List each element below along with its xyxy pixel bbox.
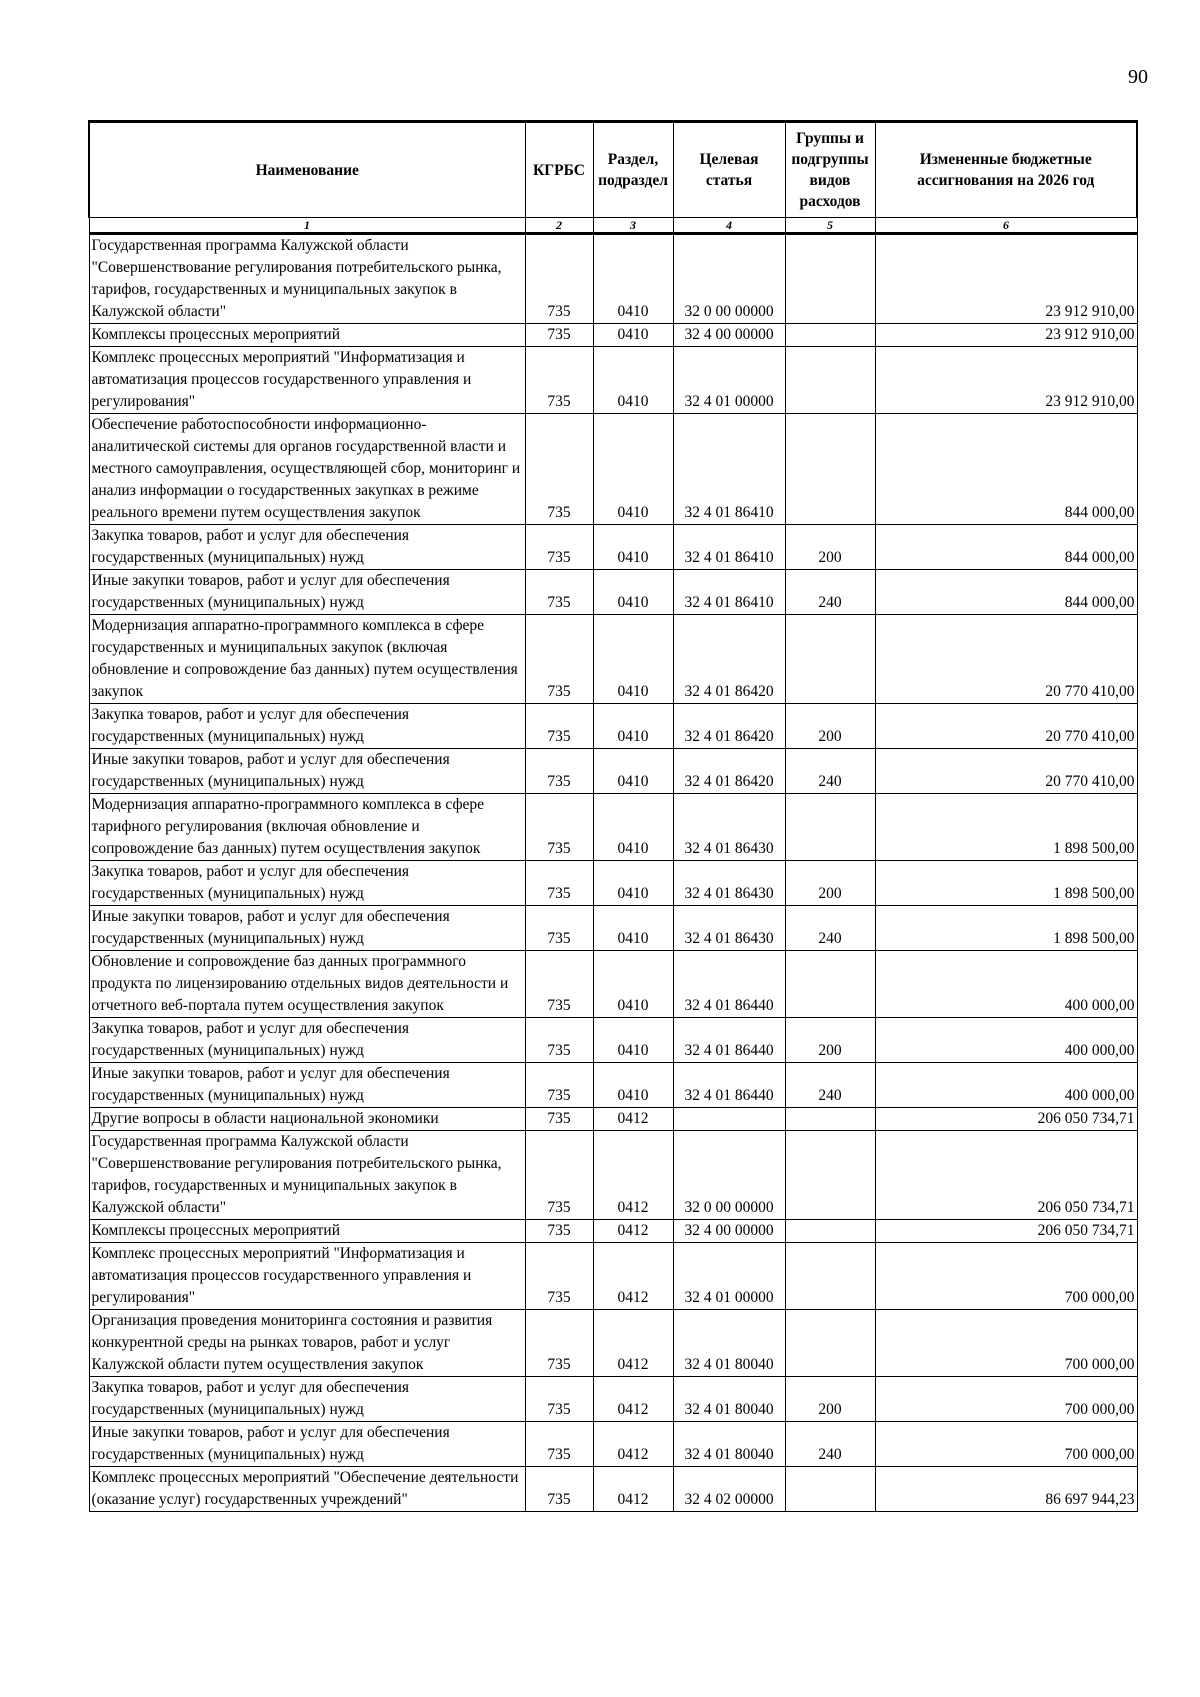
- row-kgrbs: 735: [525, 1018, 593, 1063]
- table-body: [89, 234, 1137, 1512]
- row-summa: 20 770 410,00: [875, 704, 1137, 749]
- row-razdel: 0410: [593, 749, 673, 794]
- row-summa: 20 770 410,00: [875, 749, 1137, 794]
- table-row: [89, 615, 1137, 704]
- row-kgrbs: 735: [525, 794, 593, 861]
- table-row: [89, 414, 1137, 525]
- row-summa: 86 697 944,23: [875, 1467, 1137, 1512]
- row-gruppa: 200: [785, 525, 875, 570]
- row-gruppa: [785, 1220, 875, 1243]
- row-gruppa: 240: [785, 1422, 875, 1467]
- row-name: Комплекс процессных мероприятий "Информатизация и автоматизация процессов государственного управления и регулирования": [89, 1243, 525, 1310]
- row-razdel: 0410: [593, 234, 673, 324]
- row-razdel: 0412: [593, 1220, 673, 1243]
- row-name: Государственная программа Калужской области "Совершенствование регулирования потребительского рынка, тарифов, государственных и муниципальных закупок в Калужской области": [89, 234, 525, 324]
- header-gruppy: Группы и подгруппы видов расходов: [785, 122, 875, 218]
- header-razdel: Раздел, подраздел: [593, 122, 673, 218]
- row-name: Обновление и сопровождение баз данных программного продукта по лицензированию отдельных видов деятельности и отчетного веб-портала путем осуществления закупок: [89, 951, 525, 1018]
- row-razdel: 0412: [593, 1131, 673, 1220]
- row-celevaya: 32 4 01 80040: [673, 1377, 785, 1422]
- row-name: Модернизация аппаратно-программного комплекса в сфере государственных и муниципальных закупок (включая обновление и сопровождение баз данных) путем осуществления закупок: [89, 615, 525, 704]
- row-razdel: 0410: [593, 1018, 673, 1063]
- row-kgrbs: 735: [525, 861, 593, 906]
- row-kgrbs: 735: [525, 1131, 593, 1220]
- row-name: Закупка товаров, работ и услуг для обеспечения государственных (муниципальных) нужд: [89, 525, 525, 570]
- table-row: [89, 1063, 1137, 1108]
- row-gruppa: 200: [785, 704, 875, 749]
- row-summa: 206 050 734,71: [875, 1220, 1137, 1243]
- row-name: Закупка товаров, работ и услуг для обеспечения государственных (муниципальных) нужд: [89, 1018, 525, 1063]
- row-celevaya: [673, 1108, 785, 1131]
- row-summa: 844 000,00: [875, 570, 1137, 615]
- row-gruppa: [785, 1243, 875, 1310]
- table-row: [89, 1243, 1137, 1310]
- row-gruppa: [785, 347, 875, 414]
- row-razdel: 0410: [593, 570, 673, 615]
- row-name: Иные закупки товаров, работ и услуг для обеспечения государственных (муниципальных) нужд: [89, 906, 525, 951]
- row-gruppa: 200: [785, 1377, 875, 1422]
- header-kgrbs: КГРБС: [525, 122, 593, 218]
- row-gruppa: [785, 1467, 875, 1512]
- row-kgrbs: 735: [525, 951, 593, 1018]
- row-gruppa: [785, 414, 875, 525]
- row-name: Государственная программа Калужской области "Совершенствование регулирования потребительского рынка, тарифов, государственных и муниципальных закупок в Калужской области": [89, 1131, 525, 1220]
- row-gruppa: [785, 615, 875, 704]
- table-row: [89, 749, 1137, 794]
- row-summa: 23 912 910,00: [875, 324, 1137, 347]
- table-row: [89, 704, 1137, 749]
- row-kgrbs: 735: [525, 704, 593, 749]
- row-kgrbs: 735: [525, 615, 593, 704]
- row-celevaya: 32 0 00 00000: [673, 234, 785, 324]
- row-name: Комплексы процессных мероприятий: [89, 324, 525, 347]
- row-summa: 400 000,00: [875, 951, 1137, 1018]
- row-razdel: 0412: [593, 1422, 673, 1467]
- row-name: Иные закупки товаров, работ и услуг для обеспечения государственных (муниципальных) нужд: [89, 749, 525, 794]
- row-kgrbs: 735: [525, 570, 593, 615]
- row-kgrbs: 735: [525, 1422, 593, 1467]
- row-gruppa: 200: [785, 861, 875, 906]
- row-name: Комплексы процессных мероприятий: [89, 1220, 525, 1243]
- row-name: Комплекс процессных мероприятий "Обеспечение деятельности (оказание услуг) государственных учреждений": [89, 1467, 525, 1512]
- row-celevaya: 32 4 01 86440: [673, 951, 785, 1018]
- table-row: [89, 1108, 1137, 1131]
- table-row: [89, 906, 1137, 951]
- row-celevaya: 32 4 01 86420: [673, 704, 785, 749]
- row-kgrbs: 735: [525, 1220, 593, 1243]
- table-row: [89, 1377, 1137, 1422]
- row-summa: 20 770 410,00: [875, 615, 1137, 704]
- row-name: Иные закупки товаров, работ и услуг для обеспечения государственных (муниципальных) нужд: [89, 1422, 525, 1467]
- row-gruppa: 240: [785, 1063, 875, 1108]
- column-number-row: [89, 218, 1137, 234]
- row-razdel: 0410: [593, 414, 673, 525]
- row-razdel: 0410: [593, 525, 673, 570]
- row-celevaya: 32 4 01 86440: [673, 1018, 785, 1063]
- row-celevaya: 32 4 01 86420: [673, 615, 785, 704]
- row-name: Другие вопросы в области национальной экономики: [89, 1108, 525, 1131]
- row-summa: 844 000,00: [875, 525, 1137, 570]
- table-row: [89, 234, 1137, 324]
- header-row: [89, 122, 1137, 218]
- row-celevaya: 32 4 01 86430: [673, 861, 785, 906]
- row-summa: 23 912 910,00: [875, 234, 1137, 324]
- table-row: [89, 1310, 1137, 1377]
- row-summa: 700 000,00: [875, 1310, 1137, 1377]
- row-name: Организация проведения мониторинга состояния и развития конкурентной среды на рынках товаров, работ и услуг Калужской области путем осуществления закупок: [89, 1310, 525, 1377]
- table-row: [89, 951, 1137, 1018]
- column-number: 6: [875, 218, 1137, 234]
- row-summa: 700 000,00: [875, 1243, 1137, 1310]
- table-row: [89, 1018, 1137, 1063]
- row-razdel: 0410: [593, 906, 673, 951]
- row-razdel: 0410: [593, 615, 673, 704]
- row-summa: 23 912 910,00: [875, 347, 1137, 414]
- table-row: [89, 1422, 1137, 1467]
- row-kgrbs: 735: [525, 1108, 593, 1131]
- table-row: [89, 861, 1137, 906]
- row-gruppa: 240: [785, 749, 875, 794]
- row-summa: 400 000,00: [875, 1018, 1137, 1063]
- budget-table: [88, 120, 1138, 1512]
- table-row: [89, 1131, 1137, 1220]
- row-summa: 1 898 500,00: [875, 861, 1137, 906]
- column-number: 3: [593, 218, 673, 234]
- row-name: Обеспечение работоспособности информационно-аналитической системы для органов государственной власти и местного самоуправления, осуществляющей сбор, мониторинг и анализ информации о государственных закупках в режиме реального времени путем осуществления закупок: [89, 414, 525, 525]
- row-celevaya: 32 4 01 00000: [673, 347, 785, 414]
- table-row: [89, 794, 1137, 861]
- row-kgrbs: 735: [525, 347, 593, 414]
- row-gruppa: [785, 1108, 875, 1131]
- column-number: 2: [525, 218, 593, 234]
- row-summa: 844 000,00: [875, 414, 1137, 525]
- row-name: Закупка товаров, работ и услуг для обеспечения государственных (муниципальных) нужд: [89, 704, 525, 749]
- row-celevaya: 32 4 01 80040: [673, 1310, 785, 1377]
- row-celevaya: 32 4 01 86410: [673, 414, 785, 525]
- table-row: [89, 570, 1137, 615]
- row-celevaya: 32 4 01 86440: [673, 1063, 785, 1108]
- row-gruppa: 240: [785, 906, 875, 951]
- row-celevaya: 32 4 01 00000: [673, 1243, 785, 1310]
- row-celevaya: 32 4 01 86410: [673, 525, 785, 570]
- row-kgrbs: 735: [525, 324, 593, 347]
- row-kgrbs: 735: [525, 749, 593, 794]
- row-celevaya: 32 4 00 00000: [673, 1220, 785, 1243]
- row-razdel: 0410: [593, 324, 673, 347]
- row-celevaya: 32 0 00 00000: [673, 1131, 785, 1220]
- row-kgrbs: 735: [525, 1467, 593, 1512]
- row-kgrbs: 735: [525, 1377, 593, 1422]
- row-razdel: 0412: [593, 1377, 673, 1422]
- row-celevaya: 32 4 01 80040: [673, 1422, 785, 1467]
- row-razdel: 0410: [593, 794, 673, 861]
- row-razdel: 0412: [593, 1243, 673, 1310]
- row-kgrbs: 735: [525, 525, 593, 570]
- table-row: [89, 1467, 1137, 1512]
- row-summa: 206 050 734,71: [875, 1108, 1137, 1131]
- header-celevaya: Целевая статья: [673, 122, 785, 218]
- row-razdel: 0412: [593, 1467, 673, 1512]
- row-kgrbs: 735: [525, 414, 593, 525]
- row-gruppa: 240: [785, 570, 875, 615]
- row-gruppa: [785, 951, 875, 1018]
- row-name: Закупка товаров, работ и услуг для обеспечения государственных (муниципальных) нужд: [89, 1377, 525, 1422]
- row-celevaya: 32 4 01 86430: [673, 794, 785, 861]
- row-summa: 700 000,00: [875, 1422, 1137, 1467]
- row-celevaya: 32 4 02 00000: [673, 1467, 785, 1512]
- row-summa: 1 898 500,00: [875, 906, 1137, 951]
- row-gruppa: [785, 324, 875, 347]
- row-celevaya: 32 4 01 86430: [673, 906, 785, 951]
- row-name: Закупка товаров, работ и услуг для обеспечения государственных (муниципальных) нужд: [89, 861, 525, 906]
- row-razdel: 0410: [593, 951, 673, 1018]
- row-razdel: 0410: [593, 347, 673, 414]
- table-row: [89, 1220, 1137, 1243]
- row-summa: 1 898 500,00: [875, 794, 1137, 861]
- row-kgrbs: 735: [525, 906, 593, 951]
- row-kgrbs: 735: [525, 1063, 593, 1108]
- table-row: [89, 324, 1137, 347]
- row-name: Иные закупки товаров, работ и услуг для обеспечения государственных (муниципальных) нужд: [89, 1063, 525, 1108]
- column-number: 5: [785, 218, 875, 234]
- row-name: Комплекс процессных мероприятий "Информатизация и автоматизация процессов государственного управления и регулирования": [89, 347, 525, 414]
- column-number: 4: [673, 218, 785, 234]
- row-kgrbs: 735: [525, 234, 593, 324]
- row-celevaya: 32 4 01 86410: [673, 570, 785, 615]
- header-summa: Измененные бюджетные ассигнования на 2026 год: [875, 122, 1137, 218]
- row-gruppa: [785, 234, 875, 324]
- row-gruppa: [785, 1131, 875, 1220]
- row-kgrbs: 735: [525, 1310, 593, 1377]
- row-summa: 206 050 734,71: [875, 1131, 1137, 1220]
- row-summa: 400 000,00: [875, 1063, 1137, 1108]
- row-razdel: 0410: [593, 1063, 673, 1108]
- row-razdel: 0410: [593, 704, 673, 749]
- table-row: [89, 347, 1137, 414]
- row-gruppa: 200: [785, 1018, 875, 1063]
- table-row: [89, 525, 1137, 570]
- row-celevaya: 32 4 00 00000: [673, 324, 785, 347]
- row-name: Иные закупки товаров, работ и услуг для обеспечения государственных (муниципальных) нужд: [89, 570, 525, 615]
- page-number: 90: [1128, 66, 1148, 88]
- row-gruppa: [785, 1310, 875, 1377]
- header-name: Наименование: [89, 122, 525, 218]
- row-name: Модернизация аппаратно-программного комплекса в сфере тарифного регулирования (включая обновление и сопровождение баз данных) путем осуществления закупок: [89, 794, 525, 861]
- row-celevaya: 32 4 01 86420: [673, 749, 785, 794]
- row-gruppa: [785, 794, 875, 861]
- row-summa: 700 000,00: [875, 1377, 1137, 1422]
- column-number: 1: [89, 218, 525, 234]
- row-razdel: 0412: [593, 1310, 673, 1377]
- row-razdel: 0412: [593, 1108, 673, 1131]
- row-razdel: 0410: [593, 861, 673, 906]
- row-kgrbs: 735: [525, 1243, 593, 1310]
